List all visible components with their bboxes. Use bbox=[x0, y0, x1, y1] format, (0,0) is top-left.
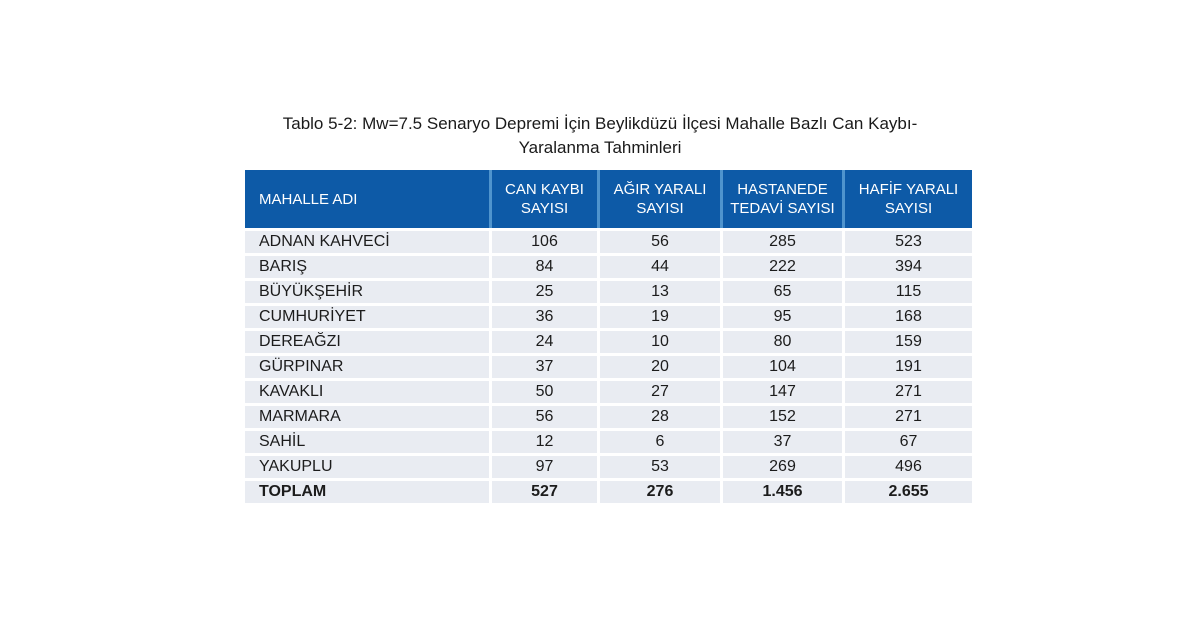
cell-agir-yarali: 44 bbox=[600, 253, 723, 278]
cell-mahalle-adi: CUMHURİYET bbox=[245, 303, 492, 328]
cell-hafif-yarali: 67 bbox=[845, 428, 972, 453]
casualty-table bbox=[245, 170, 972, 503]
cell-mahalle-adi: SAHİL bbox=[245, 428, 492, 453]
cell-hafif-yarali: 271 bbox=[845, 378, 972, 403]
cell-agir-yarali: 19 bbox=[600, 303, 723, 328]
table-caption bbox=[0, 112, 1200, 160]
cell-agir-yarali: 13 bbox=[600, 278, 723, 303]
cell-mahalle-adi: YAKUPLU bbox=[245, 453, 492, 478]
cell-can-kaybi: 24 bbox=[492, 328, 600, 353]
header-row bbox=[245, 170, 972, 228]
cell-can-kaybi: 527 bbox=[492, 478, 600, 503]
header-hafif-yarali-sayisi: HAFİF YARALI SAYISI bbox=[845, 170, 972, 228]
cell-mahalle-adi: KAVAKLI bbox=[245, 378, 492, 403]
table-row bbox=[245, 228, 972, 253]
cell-hastanede-tedavi: 152 bbox=[723, 403, 845, 428]
header-hastanede-tedavi-sayisi: HASTANEDE TEDAVİ SAYISI bbox=[723, 170, 845, 228]
cell-hastanede-tedavi: 147 bbox=[723, 378, 845, 403]
cell-can-kaybi: 106 bbox=[492, 228, 600, 253]
cell-hastanede-tedavi: 1.456 bbox=[723, 478, 845, 503]
cell-can-kaybi: 12 bbox=[492, 428, 600, 453]
cell-hafif-yarali: 115 bbox=[845, 278, 972, 303]
table-row bbox=[245, 303, 972, 328]
table-body bbox=[245, 228, 972, 503]
cell-agir-yarali: 56 bbox=[600, 228, 723, 253]
cell-agir-yarali: 53 bbox=[600, 453, 723, 478]
cell-mahalle-adi: GÜRPINAR bbox=[245, 353, 492, 378]
table-row bbox=[245, 278, 972, 303]
cell-agir-yarali: 27 bbox=[600, 378, 723, 403]
cell-hastanede-tedavi: 95 bbox=[723, 303, 845, 328]
cell-can-kaybi: 36 bbox=[492, 303, 600, 328]
cell-hastanede-tedavi: 65 bbox=[723, 278, 845, 303]
cell-hafif-yarali: 496 bbox=[845, 453, 972, 478]
cell-agir-yarali: 28 bbox=[600, 403, 723, 428]
table-row bbox=[245, 453, 972, 478]
cell-agir-yarali: 10 bbox=[600, 328, 723, 353]
table-row bbox=[245, 378, 972, 403]
cell-can-kaybi: 84 bbox=[492, 253, 600, 278]
table-row bbox=[245, 353, 972, 378]
cell-can-kaybi: 37 bbox=[492, 353, 600, 378]
header-mahalle-adi: MAHALLE ADI bbox=[245, 170, 492, 228]
cell-mahalle-adi: MARMARA bbox=[245, 403, 492, 428]
cell-agir-yarali: 276 bbox=[600, 478, 723, 503]
header-can-kaybi-sayisi: CAN KAYBI SAYISI bbox=[492, 170, 600, 228]
cell-hafif-yarali: 159 bbox=[845, 328, 972, 353]
cell-can-kaybi: 50 bbox=[492, 378, 600, 403]
cell-hastanede-tedavi: 104 bbox=[723, 353, 845, 378]
cell-mahalle-adi: BARIŞ bbox=[245, 253, 492, 278]
table-row bbox=[245, 403, 972, 428]
caption-line-1: Tablo 5-2: Mw=7.5 Senaryo Depremi İçin Beylikdüzü İlçesi Mahalle Bazlı Can Kaybı- bbox=[282, 114, 918, 133]
cell-agir-yarali: 6 bbox=[600, 428, 723, 453]
caption-line-2: Yaralanma Tahminleri bbox=[518, 138, 682, 157]
cell-hastanede-tedavi: 37 bbox=[723, 428, 845, 453]
cell-can-kaybi: 25 bbox=[492, 278, 600, 303]
cell-hafif-yarali: 168 bbox=[845, 303, 972, 328]
cell-hafif-yarali: 394 bbox=[845, 253, 972, 278]
cell-can-kaybi: 56 bbox=[492, 403, 600, 428]
cell-hafif-yarali: 271 bbox=[845, 403, 972, 428]
cell-hastanede-tedavi: 222 bbox=[723, 253, 845, 278]
cell-hastanede-tedavi: 285 bbox=[723, 228, 845, 253]
header-agir-yarali-sayisi: AĞIR YARALI SAYISI bbox=[600, 170, 723, 228]
cell-hastanede-tedavi: 80 bbox=[723, 328, 845, 353]
cell-hafif-yarali: 191 bbox=[845, 353, 972, 378]
cell-mahalle-adi: DEREAĞZI bbox=[245, 328, 492, 353]
cell-mahalle-adi: ADNAN KAHVECİ bbox=[245, 228, 492, 253]
cell-hastanede-tedavi: 269 bbox=[723, 453, 845, 478]
cell-hafif-yarali: 523 bbox=[845, 228, 972, 253]
cell-mahalle-adi: TOPLAM bbox=[245, 478, 492, 503]
cell-hafif-yarali: 2.655 bbox=[845, 478, 972, 503]
cell-agir-yarali: 20 bbox=[600, 353, 723, 378]
table-row bbox=[245, 253, 972, 278]
table-row bbox=[245, 328, 972, 353]
cell-mahalle-adi: BÜYÜKŞEHİR bbox=[245, 278, 492, 303]
table-row bbox=[245, 428, 972, 453]
cell-can-kaybi: 97 bbox=[492, 453, 600, 478]
table-row bbox=[245, 478, 972, 503]
